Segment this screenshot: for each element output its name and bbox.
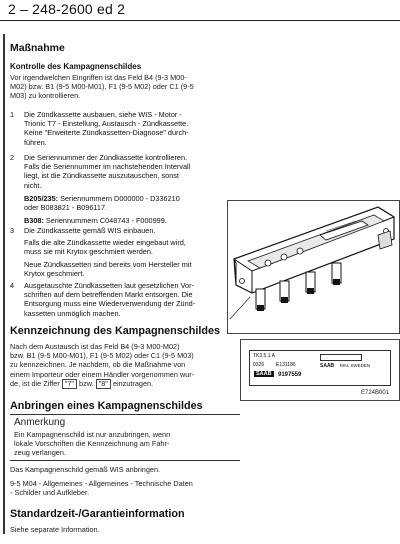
plate-text: SAAB [320, 363, 335, 369]
figure-campaign-plate [240, 339, 400, 401]
plate-field-box [320, 354, 362, 361]
step-line: Entsorgung muss eine Wiederverwendung der Zünd- [24, 299, 196, 309]
plate-text: E131186 [276, 362, 296, 368]
b308-text: Seriennummern C048743 - F000999. [43, 216, 167, 226]
step-line: Krytox geschmiert. [24, 268, 85, 278]
plate-text: TK3.5.1 A [253, 353, 275, 359]
intro-line: M02) bzw. B1 (9-5 M00-M01), F1 (9-5 M02) oder C1 (9-5 [10, 82, 194, 92]
step-text [24, 281, 195, 318]
intro-paragraph [10, 73, 194, 101]
figure-ignition-cassette [227, 200, 400, 334]
reference-line: - Schilder und Aufkleber. [10, 488, 90, 498]
step-line: Keine "Erweiterte Zündkassetten-Diagnose" durch- [24, 128, 189, 138]
anbringen-reference [10, 479, 250, 497]
paragraph-line: Nach dem Austausch ist das Feld B4 (9-3 M00-M02) [10, 342, 180, 351]
margin-bar [3, 34, 5, 534]
step-line: kassetten unmöglich machen. [24, 308, 121, 318]
b308-label: B308: [24, 216, 44, 226]
step-number: 2 [10, 153, 15, 162]
kennzeichnung-paragraph [10, 342, 238, 389]
step-text [24, 226, 192, 278]
plate-text: MAL SWEDEN [340, 363, 371, 368]
reference-line: 9-5 M04 - Allgemeines - Allgemeines - Technische Daten [10, 479, 193, 488]
step-text [24, 110, 189, 147]
paragraph-line: bzw. B1 (9-5 M00-M01), F1 (9-5 M02) oder C1 (9-5 M03) [10, 351, 194, 361]
step-line: liegt, ist die Zündkassette auszutauschen, sonst [24, 171, 179, 181]
paragraph-line: zu kennzeichnen. Je nachdem, ob die Maßnahme von [10, 360, 186, 370]
note-line: zeug verlangen. [14, 448, 66, 458]
figure-code: E724B001 [361, 390, 390, 396]
step-line: nicht. [24, 180, 42, 190]
note-body [14, 430, 234, 458]
intro-line: M03) zu kontrollieren. [10, 91, 81, 101]
step-line: schriften auf dem betreffenden Markt entsorgen. Die [24, 290, 193, 300]
b205-line: oder B083821 - B096117. [24, 203, 108, 213]
step-line: muss sie mit Krytox geschmiert werden. [24, 247, 153, 257]
b205-serials [24, 194, 190, 203]
digit-8-box: "8" [96, 379, 111, 389]
step-line: Neue Zündkassetten sind bereits vom Hersteller mit [24, 259, 192, 269]
step-line: Falls die alte Zündkassette wieder eingebaut wird, [24, 238, 186, 248]
paragraph-text: bzw. [77, 378, 96, 388]
step-line: Die Zündkassette gemäß WIS einbauen. [24, 226, 156, 235]
paragraph-line: einem Importeur oder einem Händler vorgenommen wur- [10, 369, 195, 379]
section-subtitle-kontrolle: Kontrolle des Kampagnenschildes [10, 62, 142, 71]
plate-part-number: 9197559 [278, 372, 302, 378]
saab-logo: SAAB [256, 371, 272, 377]
section-title-kennzeichnung: Kennzeichnung des Kampagnenschildes [10, 325, 220, 337]
step-line: Falls die Seriennummer im nachstehenden Intervall [24, 162, 191, 172]
step-number: 1 [10, 110, 15, 119]
paragraph-text: de, ist die Ziffer [10, 378, 62, 388]
document-number: 2 – 248-2600 ed 2 [8, 1, 126, 17]
note-line: lokale Vorschriften die Kennzeichnung am Fahr- [14, 439, 170, 449]
anbringen-instruction: Das Kampagnenschild gemäß WIS anbringen. [10, 465, 161, 474]
step-line: Die Zündkassette ausbauen, siehe WIS - Motor - [24, 110, 182, 119]
b308-serials [24, 216, 190, 225]
step-number: 3 [10, 226, 15, 235]
note-line: Ein Kampagnenschild ist nur anzubringen, wenn [14, 430, 171, 439]
b205-label: B205/235: [24, 193, 59, 203]
intro-line: Vor irgendwelchen Eingriffen ist das Feld B4 (9-3 M00- [10, 73, 187, 82]
step-line: führen. [24, 137, 47, 147]
ignition-cassette-illustration [228, 201, 399, 333]
note-rule-top [10, 414, 240, 415]
b205-line: Seriennummern D000000 - D336210 [58, 193, 180, 203]
section-title-standardzeit: Standardzeit-/Garantieinformation [10, 508, 185, 520]
step-line: Ausgetauschte Zündkassetten laut gesetzlichen Vor- [24, 281, 194, 290]
step-number: 4 [10, 281, 15, 290]
step-line: Die Seriennummer der Zündkassette kontrollieren. [24, 153, 188, 162]
note-rule-bottom [10, 460, 240, 461]
campaign-plate [249, 350, 391, 386]
digit-7-box: "7" [62, 379, 77, 389]
paragraph-text: einzutragen. [110, 378, 154, 388]
section-title-anbringen: Anbringen eines Kampagnenschildes [10, 400, 203, 412]
paragraph-line [10, 379, 238, 389]
step-line: Trionic T7 - Einstellung, Austausch - Zündkassette. [24, 119, 189, 129]
step-text [24, 153, 190, 225]
standardzeit-info: Siehe separate Information. [10, 525, 100, 534]
header-rule [0, 20, 400, 21]
plate-text: 0326 [253, 362, 265, 368]
note-title: Anmerkung [14, 417, 66, 428]
section-title-massnahme: Maßnahme [10, 42, 65, 54]
